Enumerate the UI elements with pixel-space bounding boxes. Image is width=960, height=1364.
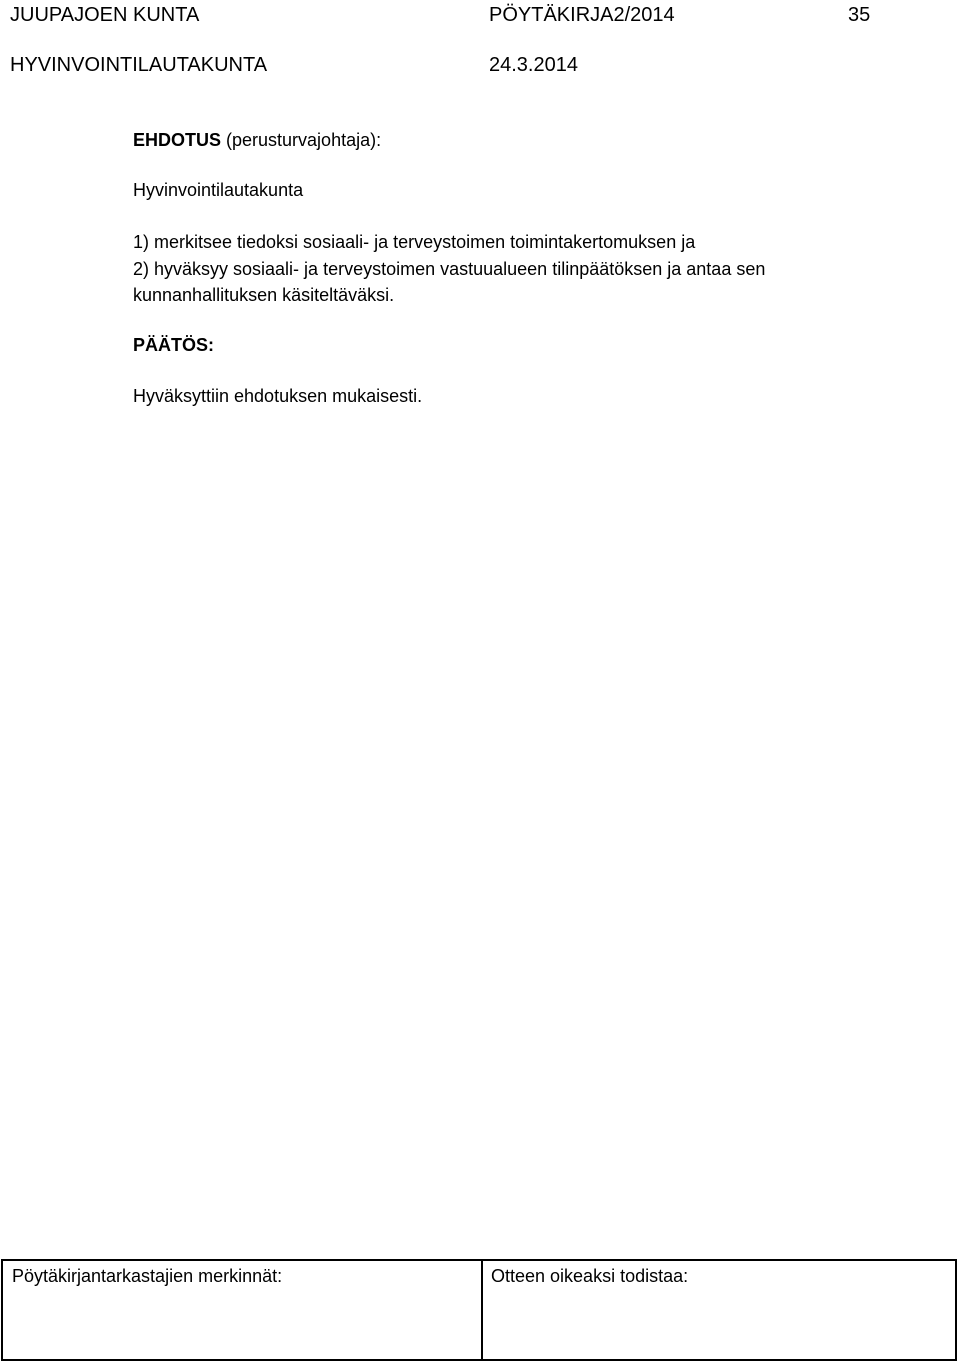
committee-name: HYVINVOINTILAUTAKUNTA: [10, 54, 268, 76]
proposal-subject: Hyvinvointilautakunta: [133, 180, 304, 200]
proposal-item-2-continued: kunnanhallituksen käsiteltäväksi.: [133, 285, 395, 305]
footer-reviewers-label: Pöytäkirjantarkastajien merkinnät:: [12, 1266, 283, 1286]
footer-signature-box: [1, 1259, 957, 1361]
decision-text: Hyväksyttiin ehdotuksen mukaisesti.: [133, 386, 423, 406]
footer-certification-cell: [483, 1261, 955, 1359]
footer-certification-label: Otteen oikeaksi todistaa:: [491, 1266, 689, 1286]
proposal-item-2: 2) hyväksyy sosiaali- ja terveystoimen vastuualueen tilinpäätöksen ja antaa sen: [133, 259, 766, 279]
meeting-date: 24.3.2014: [489, 54, 578, 76]
municipality-name: JUUPAJOEN KUNTA: [10, 4, 200, 26]
document-number: PÖYTÄKIRJA2/2014: [489, 4, 675, 26]
proposal-heading-label: EHDOTUS: [133, 130, 222, 150]
proposal-heading-author: (perusturvajohtaja):: [221, 130, 382, 150]
footer-reviewers-cell: [3, 1261, 483, 1359]
proposal-heading: [133, 127, 381, 153]
proposal-item-1: 1) merkitsee tiedoksi sosiaali- ja terveystoimen toimintakertomuksen ja: [133, 232, 696, 252]
decision-heading: PÄÄTÖS:: [133, 335, 214, 355]
page-number: 35: [848, 4, 871, 26]
